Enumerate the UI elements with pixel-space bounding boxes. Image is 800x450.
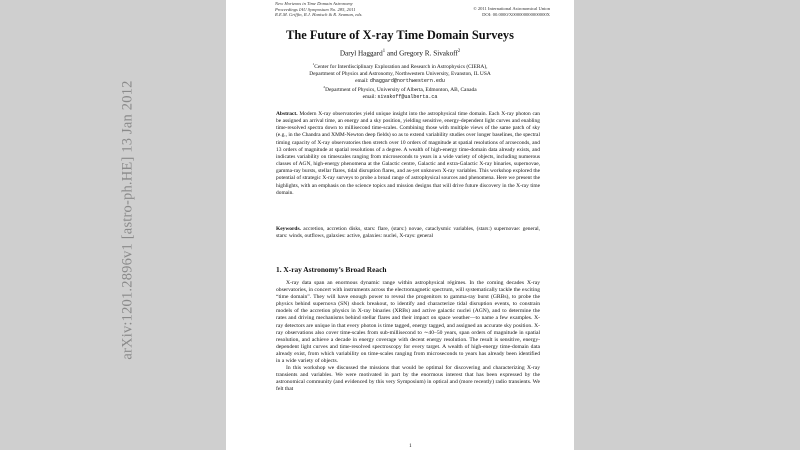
author-conjunction: and <box>386 49 398 58</box>
header-line: Proceedings IAU Symposium No. 285, 2011 <box>275 6 356 12</box>
abstract-label: Abstract. <box>276 111 298 117</box>
section-heading: 1. X-ray Astronomy’s Broad Reach <box>276 265 387 274</box>
copyright-line: © 2011 International Astronomical Union <box>473 6 550 11</box>
affiliation-sup: 2 <box>323 85 326 89</box>
keywords <box>276 226 540 240</box>
copyright-header <box>473 6 550 17</box>
email-link[interactable]: sivakoff@ualberta.ca <box>377 94 438 101</box>
page-number: 1 <box>409 443 412 449</box>
body-paragraph: X-ray data span an enormous dynamic range within astrophysical régimes. In the coming decades X-ray observatories, in concert with instruments across the electromagnetic spectrum, will systematically tackle the exciting “time domain”. They will have enough power to reveal the progenitors to gamma-ray burst (GRBs), to probe the physics behind supernova (SN) shock breakout, to identify and characterize tidal disruption events, to constrain models of the accretion physics in X-ray binaries (XRBs) and active galactic nuclei (AGN), and to determine the rates and driving mechanisms behind stellar flares and their impact on space weather—to name a few examples. X-ray detectors are unique in that every photon is time tagged, energy tagged, and assigned an accurate sky position. X-ray observations also cover time-scales from sub-millisecond to ∼40–50 years, span orders of magnitude in spatial resolution, and achieve a decade in energy coverage with decent energy resolution. The result is sensitive, energy-dependent light curves and time-resolved spectroscopy for every target. A wealth of high-energy time-domain data already exist, from which variability on time-scales ranging from microseconds to years has already been identified in a wide variety of objects. <box>276 280 540 365</box>
author-list <box>226 49 574 57</box>
affiliation-sup: 1 <box>312 62 315 66</box>
header-line: New Horizons in Time Domain Astronomy <box>275 1 353 6</box>
body-paragraph: In this workshop we discussed the missions that would be optimal for discovering and characterizing X-ray transients and variables. We were motivated in part by the enormous interest that has been expressed by the astronomical community (and evidenced by this very Symposium) in optical and (more recently) radio transients. We felt that <box>276 365 540 393</box>
affiliation-line: Department of Physics and Astronomy, Northwestern University, Evanston, IL USA <box>309 71 491 78</box>
author-name: Daryl Haggard <box>339 49 383 58</box>
author-name: Gregory R. Sivakoff <box>399 49 458 58</box>
abstract-text: Modern X-ray observatories yield unique insight into the astrophysical time domain. Each X-ray photon can be assigned an arrival time, an energy and a sky position, yielding sensitive, energy-dependent light curves and enabling time-resolved spectra down to millisecond time-scales. Combining those with multiple views of the same patch of sky (e.g., in the Chandra and XMM-Newton deep fields) so as to extend variability studies over longer baselines, the spectral timing capacity of X-ray observatories then stretch over 10 orders of magnitude at spatial resolutions of arcseconds, and 13 orders of magnitude at spatial resolutions of a degree. A wealth of high-energy time-domain data already exists, and indicates variability on timescales ranging from microseconds to years in a wide variety of objects, including numerous classes of AGN, high-energy phenomena at the Galactic centre, Galactic and extra-Galactic X-ray binaries, supernovae, gamma-ray bursts, stellar flares, tidal disruption flares, and as-yet unknown X-ray variables. This workshop explored the potential of strategic X-ray surveys to probe a broad range of astrophysical sources and phenomena. Here we present the highlights, with an emphasis on the science topics and mission designs that will drive future discovery in the X-ray time domain. <box>276 111 541 196</box>
keywords-label: Keywords. <box>276 226 301 232</box>
author-sup: 1 <box>382 49 386 54</box>
arxiv-stamp: arXiv:1201.2896v1 [astro-ph.HE] 13 Jan 2012 <box>119 80 136 360</box>
proceedings-header <box>275 1 363 18</box>
affiliation-line: Department of Physics, University of Alberta, Edmonton, AB, Canada <box>325 86 477 93</box>
affiliation-line: Center for Interdisciplinary Exploration and Research in Astrophysics (CIERA), <box>314 63 488 70</box>
doi-line: DOI: 00.0000/X000000000000000X <box>482 11 550 17</box>
abstract <box>276 111 540 197</box>
affiliation-2 <box>226 84 574 101</box>
email-label: email: <box>362 94 377 101</box>
keywords-text: accretion, accretion disks, stars: flare, (stars:) novae, cataclysmic variables, (stars:) supernovae: general, stars: winds, outflows, galaxies: active, galaxies: nuclei, X-rays: general <box>276 226 540 240</box>
affiliation-1 <box>226 61 574 86</box>
author-sup: 2 <box>457 49 461 54</box>
email-label: email: <box>355 78 369 85</box>
email-link[interactable]: dhaggard@northwestern.edu <box>369 78 445 85</box>
section-body <box>276 280 540 394</box>
header-line: R.E.M. Griffin, R.J. Hanisch & R. Seaman, eds. <box>275 12 363 18</box>
paper-title: The Future of X-ray Time Domain Surveys <box>286 28 514 42</box>
